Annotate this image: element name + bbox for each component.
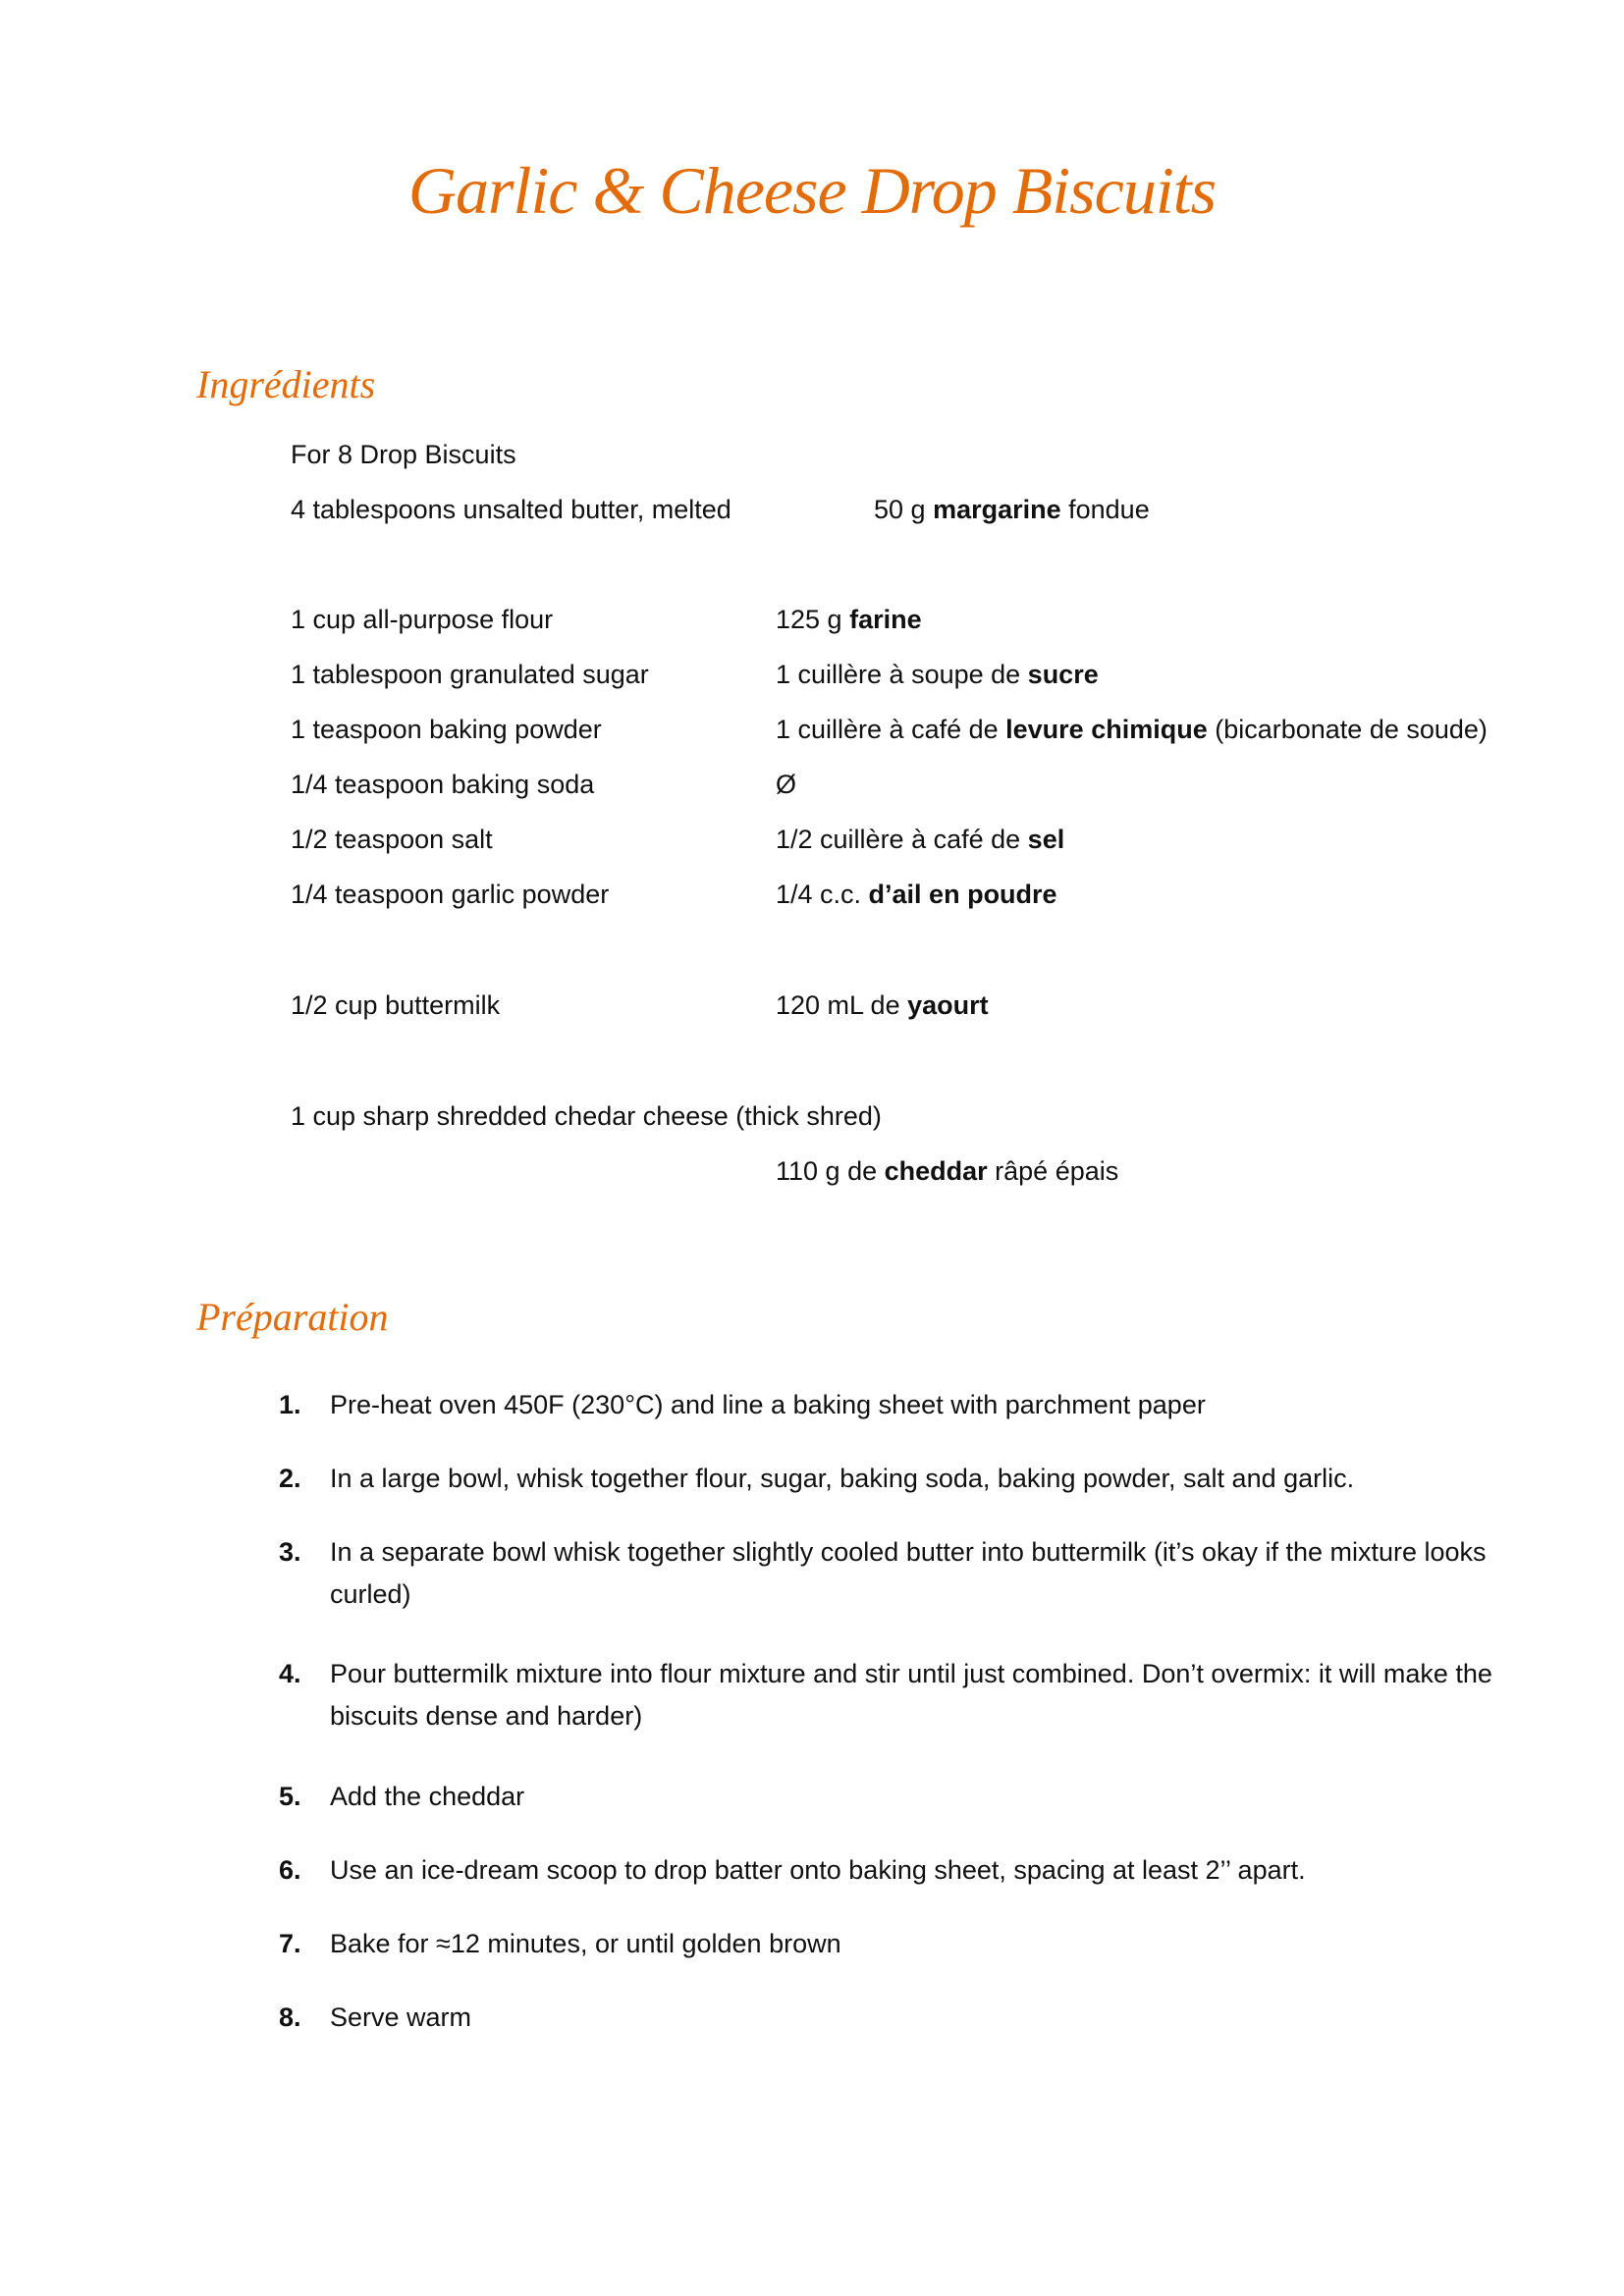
step-number: 8. xyxy=(279,2002,301,2032)
step-text: Serve warm xyxy=(330,2002,472,2032)
step-number: 3. xyxy=(279,1537,301,1567)
step-number: 4. xyxy=(279,1659,301,1688)
ingredient-fr: 1/4 c.c. d’ail en poudre xyxy=(776,880,1057,909)
ingredient-fr: Ø xyxy=(776,770,797,799)
ingredient-en-buttermilk: 1/2 cup buttermilk xyxy=(291,990,501,1020)
ingredient-en: 1 cup all-purpose flour xyxy=(291,605,554,634)
step-number: 2. xyxy=(279,1464,301,1493)
ingredient-fr-butter: 50 g margarine fondue xyxy=(874,495,1150,524)
page-title: Garlic & Cheese Drop Biscuits xyxy=(407,153,1217,228)
step-text: In a large bowl, whisk together flour, sugar, baking soda, baking powder, salt and garlic. xyxy=(330,1464,1355,1493)
step-text: Add the cheddar xyxy=(330,1782,525,1811)
ingredient-fr-cheese: 110 g de cheddar râpé épais xyxy=(776,1156,1119,1186)
ingredient-fr: 1/2 cuillère à café de sel xyxy=(776,825,1065,854)
ingredient-en: 1/4 teaspoon garlic powder xyxy=(291,880,610,909)
step-text: Pre-heat oven 450F (230°C) and line a baking sheet with parchment paper xyxy=(330,1390,1206,1419)
step-number: 1. xyxy=(279,1390,301,1419)
step-text: Use an ice-dream scoop to drop batter onto baking sheet, spacing at least 2’’ apart. xyxy=(330,1855,1306,1885)
preparation-heading: Préparation xyxy=(196,1295,389,1339)
step-number: 5. xyxy=(279,1782,301,1811)
ingredient-en: 1/2 teaspoon salt xyxy=(291,825,493,854)
ingredient-fr: 1 cuillère à café de levure chimique (bicarbonate de soude) xyxy=(776,715,1488,744)
ingredient-fr: 125 g farine xyxy=(776,605,922,634)
step-text: Pour buttermilk mixture into flour mixture and stir until just combined. Don’t overmix: it will make the biscuits dense and harder) xyxy=(330,1659,1492,1731)
ingredient-en: 1 tablespoon granulated sugar xyxy=(291,660,649,689)
ingredient-en-butter: 4 tablespoons unsalted butter, melted xyxy=(291,495,731,524)
step-number: 7. xyxy=(279,1929,301,1958)
ingredient-en: 1 teaspoon baking powder xyxy=(291,715,602,744)
ingredient-fr-buttermilk: 120 mL de yaourt xyxy=(776,990,989,1020)
step-text: In a separate bowl whisk together slightly cooled butter into buttermilk (it’s okay if the mixture looks curled) xyxy=(330,1537,1487,1609)
yield-text: For 8 Drop Biscuits xyxy=(291,440,516,469)
ingredient-fr: 1 cuillère à soupe de sucre xyxy=(776,660,1099,689)
ingredient-en: 1/4 teaspoon baking soda xyxy=(291,770,595,799)
step-text: Bake for ≈12 minutes, or until golden brown xyxy=(330,1929,841,1958)
ingredients-heading: Ingrédients xyxy=(196,362,376,406)
step-number: 6. xyxy=(279,1855,301,1885)
ingredient-en-cheese: 1 cup sharp shredded chedar cheese (thick shred) xyxy=(291,1101,882,1131)
